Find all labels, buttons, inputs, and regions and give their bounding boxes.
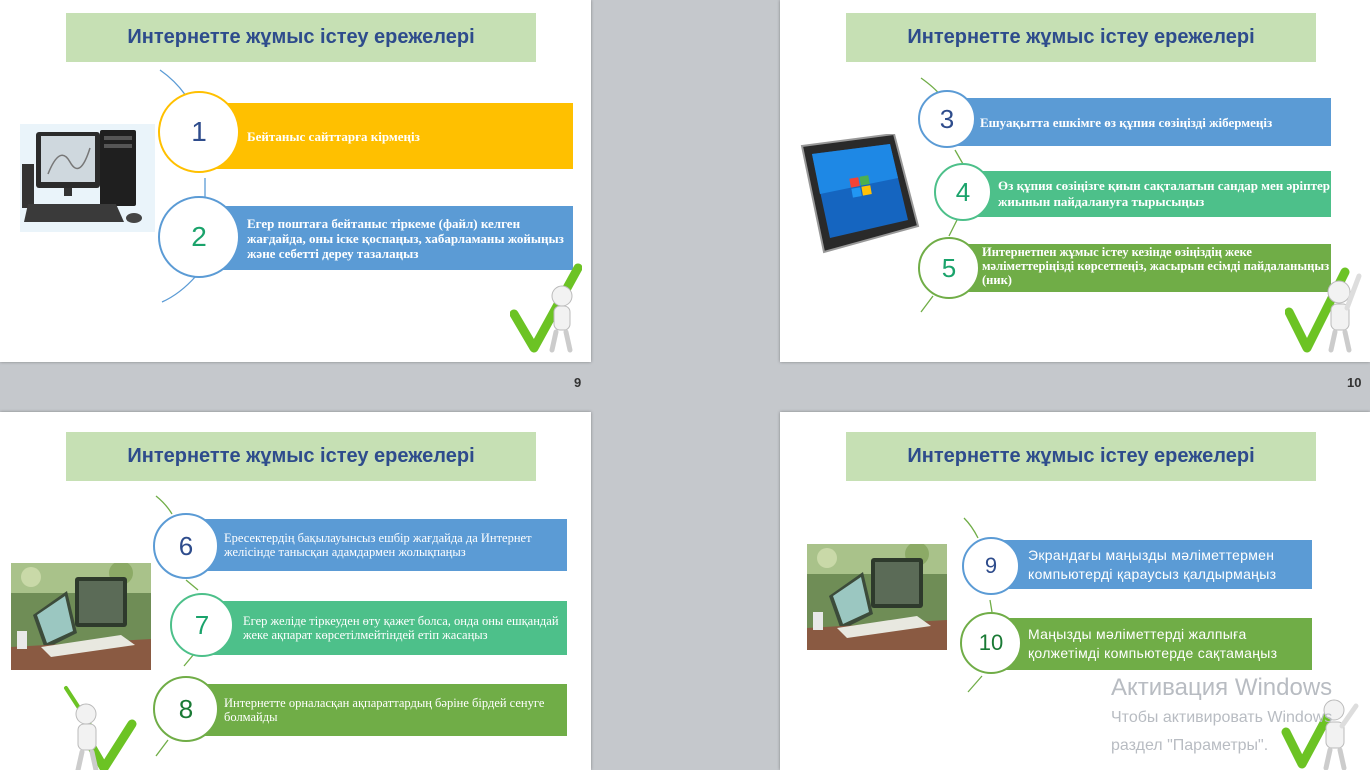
slide-9[interactable]: [0, 0, 591, 362]
rule-text: Интернетпен жұмыс істеу кезінде өзіңіздің жеке мәліметтеріңізді көрсетпеңіз, жасырын есімді пайдаланыңыз (ник): [982, 245, 1330, 287]
rule-text: Экрандағы маңызды мәліметтермен компьютерді қараусыз қалдырмаңыз: [1028, 546, 1277, 582]
rule-band-6: [190, 519, 567, 571]
slide-number: 10: [1347, 375, 1362, 390]
rule-band-9: [990, 540, 1312, 589]
rule-text: Өз құпия сөзіңізге қиын сақталатын сандар мен әріптер жиынын пайдалануға тырысыңыз: [998, 178, 1331, 209]
slide-title: Интернетте жұмыс істеу ережелері: [127, 445, 475, 467]
activation-watermark-line: Чтобы активировать Windows: [1111, 709, 1333, 726]
rule-text: Бейтаныс сайттарға кірмеңіз: [247, 128, 420, 144]
activation-watermark-line: раздел "Параметры".: [1111, 737, 1269, 754]
rule-band-2: [205, 206, 573, 270]
checkmark-figure-icon: [1285, 262, 1365, 354]
desktop-computer-icon: [20, 124, 155, 232]
rule-number-3: 3: [918, 90, 976, 148]
rule-text: Ересектердің бақылауынсыз ешбір жағдайда да Интернет желісінде танысқан адамдармен жолықпаңыз: [224, 531, 532, 559]
rule-number-7: 7: [170, 593, 234, 657]
rule-text: Интернетте орналасқан ақпараттардың бәріне бірдей сенуге болмайды: [224, 696, 545, 724]
rule-text: Егер желіде тіркеуден өту қажет болса, онда оны ешқандай жеке ақпарат көрсетілмейтіндей етіп жасаңыз: [243, 614, 559, 642]
tablet-icon: [798, 134, 922, 254]
rule-band-7: [205, 601, 567, 655]
rule-band-4: [968, 171, 1331, 217]
slide-title: Интернетте жұмыс істеу ережелері: [907, 26, 1255, 48]
rule-number-2: 2: [158, 196, 240, 278]
rule-number-6: 6: [153, 513, 219, 579]
rule-number-4: 4: [934, 163, 992, 221]
slide-title-bar: [846, 13, 1316, 62]
slide-title-bar: [66, 432, 536, 481]
checkmark-figure-icon: [60, 684, 140, 770]
slide-number: 9: [574, 375, 582, 390]
laptop-photo-icon: [807, 544, 947, 650]
laptop-photo-icon: [11, 563, 151, 670]
rule-number-8: 8: [153, 676, 219, 742]
rule-band-1: [205, 103, 573, 169]
rule-text: Маңызды мәліметтерді жалпыға қолжетімді компьютерде сақтамаңыз: [1028, 626, 1278, 661]
slide-title: Интернетте жұмыс істеу ережелері: [127, 26, 475, 48]
rule-band-10: [990, 618, 1312, 670]
slide-title-bar: [66, 13, 536, 62]
rule-band-8: [190, 684, 567, 736]
rule-text: Егер поштаға бейтаныс тіркеме (файл) келген жағдайда, оны іске қоспаңыз, хабарламаны жойыңыз және себетті дереу тазалаңыз: [247, 215, 564, 261]
checkmark-figure-icon: [510, 262, 582, 354]
slide-title: Интернетте жұмыс істеу ережелері: [907, 445, 1255, 467]
rule-number-10: 10: [960, 612, 1022, 674]
rule-number-5: 5: [918, 237, 980, 299]
slide-10[interactable]: [780, 0, 1370, 362]
slide-11[interactable]: [0, 412, 591, 770]
rule-number-1: 1: [158, 91, 240, 173]
activation-watermark-title: Активация Windows: [1111, 674, 1333, 701]
rule-band-3: [958, 98, 1331, 146]
rule-band-5: [958, 244, 1331, 292]
rule-text: Ешуақытта ешкімге өз құпия сөзіңізді жібермеңіз: [980, 114, 1273, 130]
slide-title-bar: [846, 432, 1316, 481]
rule-number-9: 9: [962, 537, 1020, 595]
